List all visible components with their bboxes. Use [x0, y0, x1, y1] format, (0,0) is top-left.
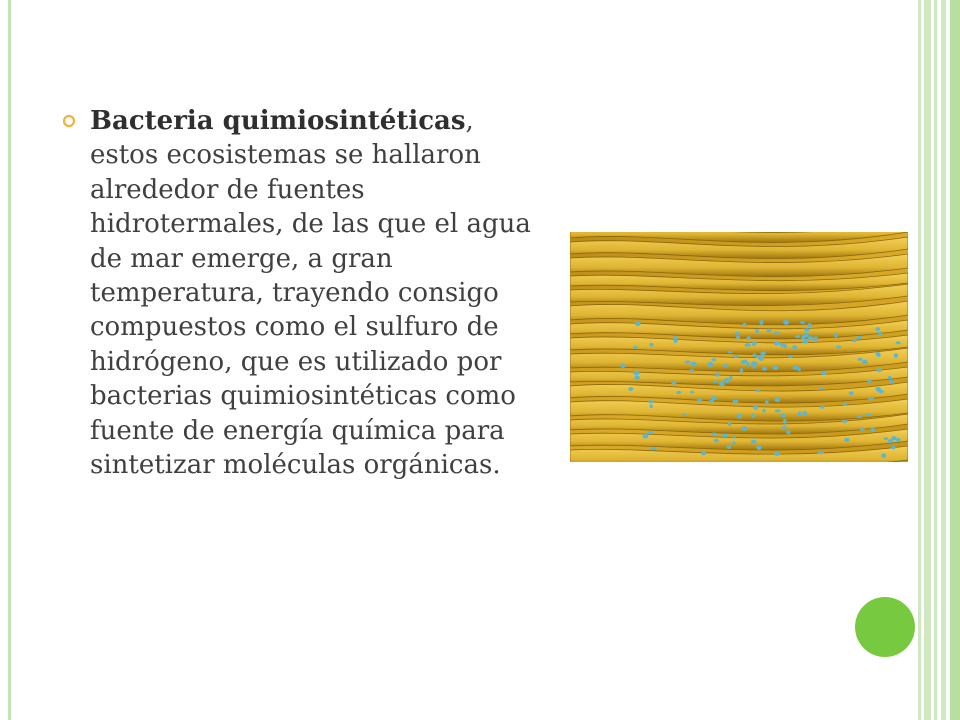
bacterium [774, 331, 780, 334]
right-decor-stripe [941, 0, 946, 720]
green-circle-icon [855, 597, 915, 657]
bacterium [894, 353, 898, 358]
bacterium [634, 346, 638, 349]
bacterium [755, 329, 759, 333]
bacterium [628, 387, 633, 391]
bacterium [802, 340, 808, 344]
bullet-body: , estos ecosistemas se hallaron alrededor de fuentes hidrotermales, de las que el agua de mar emerge, a gran temperatura, trayendo consigo compuestos como el sulfuro de hidrógeno, que es utilizado por bacterias quimiosintéticas como fuente de energía química para sintetizar moléculas orgánicas. [90, 106, 531, 481]
bacterium [753, 405, 757, 410]
bullet-lead-term: Bacteria quimiosintéticas [90, 106, 466, 136]
bacterium [751, 440, 757, 444]
bacterium [737, 414, 742, 419]
bacterium [712, 358, 717, 361]
bacterium [862, 360, 868, 364]
bacterium [807, 336, 813, 340]
bacteria-photo-image [570, 232, 908, 462]
bacterium [808, 323, 812, 327]
bacterium [729, 376, 732, 380]
bacterium [650, 447, 656, 450]
bacterium [747, 336, 751, 340]
bacterium [843, 403, 847, 406]
bullet-text [90, 104, 532, 482]
bacterium [745, 343, 751, 347]
bacterium [876, 327, 880, 331]
bacterium [751, 361, 757, 365]
bacterium [685, 361, 691, 364]
bacterium [803, 332, 808, 337]
bacterium [820, 387, 823, 390]
bacterium [782, 426, 787, 430]
bacterium [650, 343, 654, 347]
bacterium [752, 343, 755, 346]
bacterium [676, 391, 681, 394]
bacterium [727, 445, 731, 450]
bacterium [756, 390, 760, 393]
bacterium [803, 411, 808, 416]
bacterium [868, 398, 874, 401]
right-decor-stripe [934, 0, 937, 720]
bacterium [877, 354, 881, 357]
bacterium [714, 439, 719, 443]
bacterium [756, 445, 761, 450]
bacterium [711, 433, 717, 436]
bacterium [783, 419, 787, 424]
bacterium [878, 390, 884, 393]
bacterium [762, 367, 767, 371]
text-content [62, 104, 532, 482]
bacterium [735, 332, 741, 335]
bacterium [888, 439, 893, 443]
bacteria-photo [570, 232, 908, 462]
bacterium [783, 320, 789, 325]
bacterium [648, 431, 653, 434]
bacterium [690, 369, 694, 372]
bacterium [634, 376, 639, 380]
bacterium [858, 358, 863, 361]
bacterium [774, 452, 780, 456]
bacterium [635, 321, 641, 326]
bacterium [857, 336, 862, 340]
bacterium [804, 328, 810, 331]
bacterium [691, 362, 697, 367]
bacterium [896, 341, 901, 344]
bacterium [740, 368, 743, 373]
bacterium [728, 422, 731, 426]
left-frame-line [8, 0, 11, 720]
bacterium [709, 400, 714, 403]
bacterium [732, 400, 738, 403]
bacterium [857, 415, 863, 418]
bacterium [707, 362, 713, 367]
bacterium [896, 438, 901, 442]
bacterium [878, 332, 882, 336]
right-decor-stripe [918, 0, 921, 720]
bacterium [697, 398, 702, 402]
bacterium [889, 379, 894, 383]
bacterium [814, 336, 818, 341]
bacterium [701, 451, 706, 455]
bacterium [728, 351, 732, 354]
bacterium [800, 321, 805, 324]
bacterium [788, 355, 793, 358]
bacterium [892, 446, 896, 449]
bacterium [713, 381, 718, 384]
bacterium [774, 342, 780, 346]
bacterium [883, 437, 888, 440]
bacterium [633, 371, 639, 375]
bacterium [870, 428, 875, 432]
right-decor-stripe [950, 0, 960, 720]
bacterium [760, 320, 764, 325]
bacterium [780, 343, 786, 347]
bacterium [822, 371, 827, 376]
bacterium [732, 442, 736, 445]
bacterium [775, 397, 781, 402]
bacterium [876, 368, 882, 372]
bacterium [746, 362, 749, 367]
bacterium [766, 329, 771, 332]
bacterium [643, 434, 649, 439]
right-decor-stripe [924, 0, 931, 720]
bacterium [860, 428, 865, 431]
bacterium [673, 339, 677, 343]
bacterium [742, 426, 747, 431]
bacterium [734, 355, 739, 358]
bacterium [722, 434, 728, 438]
bacterium [762, 409, 765, 413]
bacterium [736, 336, 740, 339]
bacterium [849, 391, 854, 395]
bacterium [742, 360, 747, 364]
bacterium [620, 364, 625, 368]
bacterium [867, 380, 871, 383]
bacterium [711, 396, 716, 400]
bacterium [780, 414, 786, 418]
ring-bullet-icon [62, 114, 76, 128]
bacterium [836, 346, 842, 349]
bacterium [721, 383, 725, 387]
bacterium [881, 453, 886, 458]
bacterium [751, 413, 755, 417]
bacterium [772, 366, 778, 370]
bacterium [888, 376, 891, 379]
bacterium [683, 413, 687, 416]
bacterium [844, 438, 850, 442]
bacterium [765, 400, 769, 404]
bacterium [650, 404, 653, 408]
bacterium [795, 335, 800, 339]
bacterium [690, 391, 694, 394]
bacterium [760, 351, 766, 355]
bacterium [755, 355, 760, 359]
bacterium [671, 381, 677, 384]
bacterium [793, 345, 798, 349]
bacterium [742, 323, 746, 326]
bacterium [786, 430, 791, 434]
bacterium [866, 413, 871, 416]
bullet-item [62, 104, 532, 482]
bacterium [723, 364, 727, 367]
bacterium [733, 435, 736, 439]
bacterium [649, 400, 653, 404]
bacterium [821, 405, 824, 409]
bacterium [724, 378, 729, 383]
bacterium [842, 420, 847, 423]
bacterium [716, 372, 720, 376]
bacterium [775, 409, 781, 412]
bacterium [818, 451, 824, 454]
bacterium [852, 339, 856, 343]
bacterium [834, 333, 838, 338]
bacterium [798, 368, 801, 371]
bacterium [798, 411, 802, 415]
